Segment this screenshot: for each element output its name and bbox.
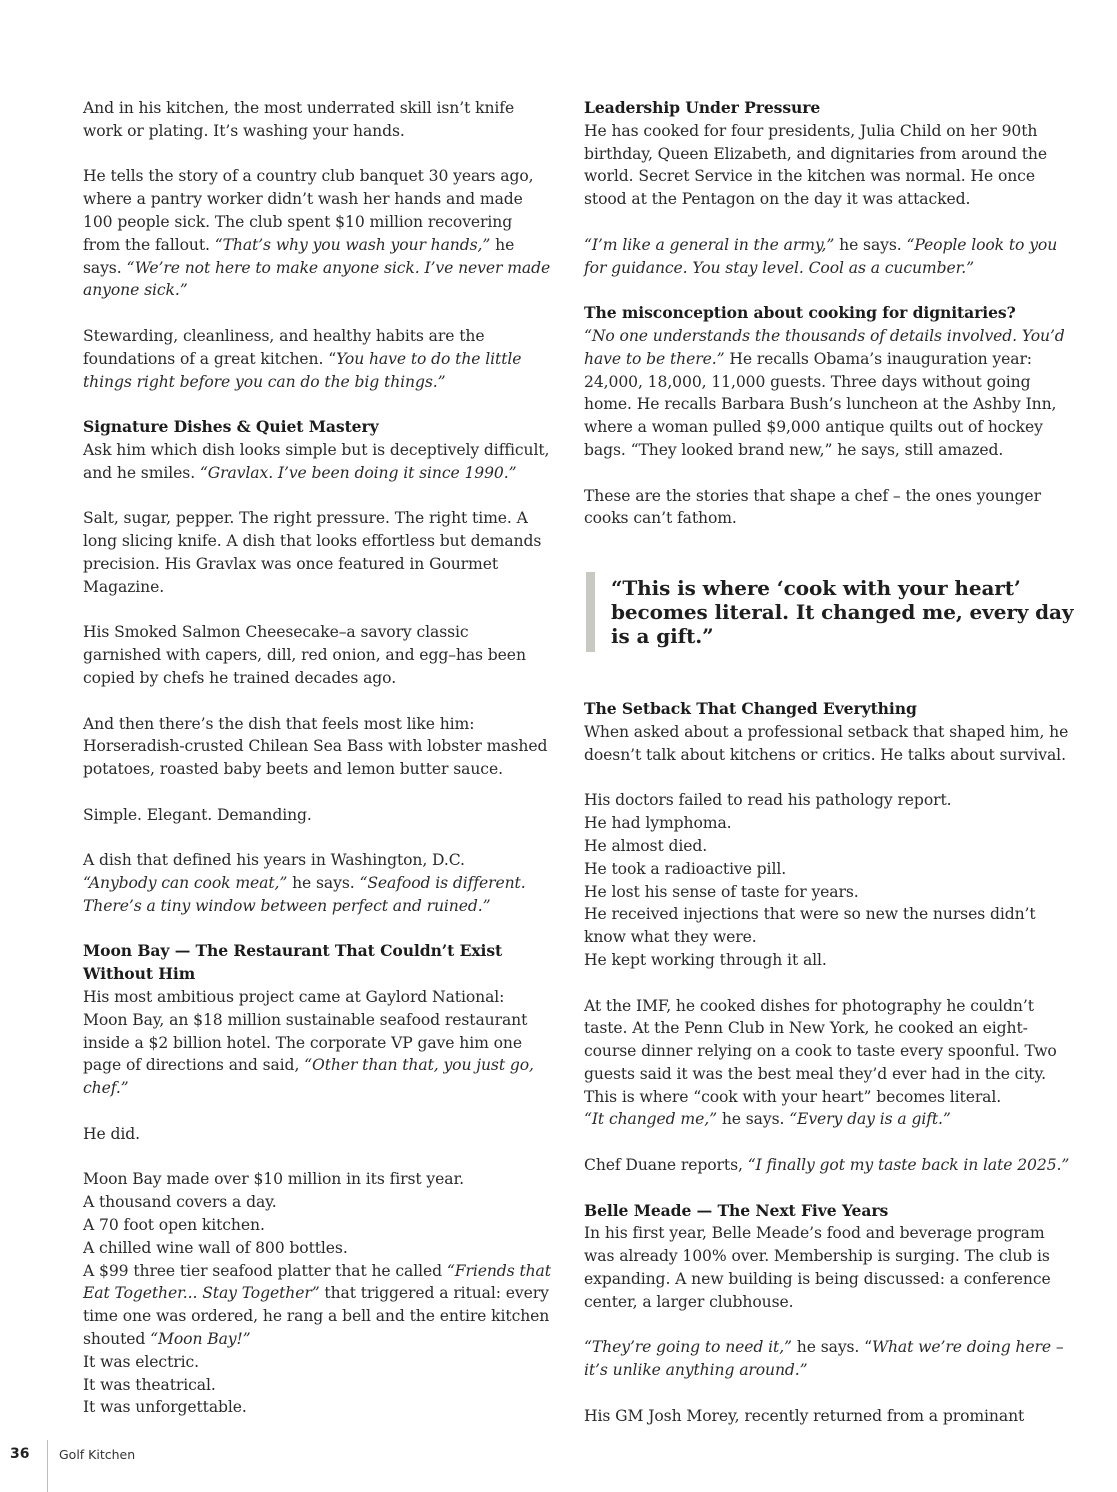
line-moon-bay-revenue: Moon Bay made over $10 million in its first year. — [83, 1170, 464, 1189]
line-radioactive-pill: He took a radioactive pill. — [584, 859, 787, 878]
heading-signature-dishes: Signature Dishes & Quiet Mastery — [83, 417, 379, 437]
line-pathology: His doctors failed to read his pathology report. — [584, 791, 952, 810]
paragraph-general-quote: “I’m like a general in the army,” he says. “People look to you for guidance. You stay level. Cool as a cucumber.” — [584, 235, 1058, 277]
heading-leadership: Leadership Under Pressure — [584, 98, 821, 117]
line-almost-died: He almost died. — [584, 836, 708, 855]
paragraph-survival: When asked about a professional setback that shaped him, he doesn’t talk about kitchens or critics. He talks about survival. — [584, 722, 1069, 764]
paragraph-sea-bass: And then there’s the dish that feels most like him: Horseradish-crusted Chilean Sea Bass with lobster mashed potatoes, roasted baby beets and lemon butter sauce. — [83, 714, 548, 779]
paragraph-stewarding: Stewarding, cleanliness, and healthy habits are the foundations of a great kitchen. “You have to do the little things right before you can do the big things.” — [83, 326, 522, 391]
line-seafood-platter: A $99 three tier seafood platter that he called “Friends that Eat Together... Stay Together” that triggered a ritual: every time one was ordered, he rang a bell and the entire kitchen shouted “Moon Bay!” — [83, 1261, 551, 1349]
heading-misconception: The misconception about cooking for dignitaries? — [584, 303, 1016, 323]
paragraph-salmon-cheesecake: His Smoked Salmon Cheesecake–a savory classic garnished with capers, dill, red onion, and egg–has been copied by chefs he trained decades ago. — [83, 623, 526, 687]
paragraph-gravlax-method: Salt, sugar, pepper. The right pressure. The right time. A long slicing knife. A dish that looks effortless but demands precision. His Gravlax was once featured in Gourmet Magazine. — [83, 509, 542, 596]
publication-name: Golf Kitchen — [59, 1447, 136, 1462]
line-unforgettable: It was unforgettable. — [83, 1398, 247, 1417]
paragraph-simple-elegant: Simple. Elegant. Demanding. — [83, 805, 312, 824]
paragraph-need-it: “They’re going to need it,” he says. “What we’re doing here – it’s unlike anything around.” — [584, 1338, 1064, 1380]
pull-quote: “This is where ‘cook with your heart’ becomes literal. It changed me, every day is a gift.” — [586, 572, 1076, 652]
paragraph-washington-dish: A dish that defined his years in Washington, D.C. “Anybody can cook meat,” he says. “Seafood is different. There’s a tiny window between perfect and ruined.” — [83, 851, 526, 915]
page-number: 36 — [10, 1446, 30, 1462]
line-wine-wall: A chilled wine wall of 800 bottles. — [83, 1238, 348, 1257]
paragraph-stories: These are the stories that shape a chef – the ones younger cooks can’t fathom. — [584, 486, 1041, 528]
line-injections: He received injections that were so new the nurses didn’t know what they were. — [584, 905, 1036, 947]
paragraph-gravlax-question: Ask him which dish looks simple but is deceptively difficult, and he smiles. “Gravlax. I’ve been doing it since 1990.” — [83, 440, 550, 482]
paragraph-details: “No one understands the thousands of details involved. You’d have to be there.” He recalls Obama’s inauguration year: 24,000, 18,000, 11,000 guests. Three days without going home. He recalls Barbara Bush’s luncheon at the Ashby Inn, where a woman pulled $9,000 antique quilts out of hockey bags. “They looked brand new,” he says, still amazed. — [584, 326, 1065, 459]
paragraph-presidents: He has cooked for four presidents, Julia Child on her 90th birthday, Queen Elizabeth, and dignitaries from around the world. Secret Service in the kitchen was normal. He once stood at the Pentagon on the day it was attacked. — [584, 121, 1047, 209]
paragraph-he-did: He did. — [83, 1124, 140, 1143]
paragraph-first-year: In his first year, Belle Meade’s food and beverage program was already 100% over. Membership is surging. The club is expanding. A new building is being discussed: a conference center, a larger clubhouse. — [584, 1224, 1051, 1311]
page-footer — [0, 1440, 300, 1492]
left-column — [83, 97, 551, 1419]
paragraph-banquet-story: He tells the story of a country club banquet 30 years ago, where a pantry worker didn’t wash her hands and made 100 people sick. The club spent $10 million recovering from the fallout. “That’s why you wash your hands,” he says. “We’re not here to make anyone sick. I’ve never made anyone sick.” — [83, 167, 551, 300]
line-lymphoma: He had lymphoma. — [584, 814, 732, 833]
heading-moon-bay: Moon Bay — The Restaurant That Couldn’t Exist Without Him — [83, 941, 503, 984]
line-lost-taste: He lost his sense of taste for years. — [584, 882, 859, 901]
line-theatrical: It was theatrical. — [83, 1375, 216, 1394]
line-covers: A thousand covers a day. — [83, 1193, 277, 1212]
line-electric: It was electric. — [83, 1352, 199, 1371]
heading-belle-meade: Belle Meade — The Next Five Years — [584, 1200, 889, 1220]
paragraph-gm-josh: His GM Josh Morey, recently returned from a prominant — [584, 1406, 1025, 1425]
line-kept-working: He kept working through it all. — [584, 950, 827, 969]
paragraph-handwashing: And in his kitchen, the most underrated skill isn’t knife work or plating. It’s washing your hands. — [83, 99, 515, 140]
footer-divider — [47, 1440, 48, 1492]
paragraph-moon-bay-project: His most ambitious project came at Gaylord National: Moon Bay, an $18 million sustainable seafood restaurant inside a $2 billion hotel. The corporate VP gave him one page of directions and said, “Other than that, you just go, chef.” — [83, 988, 534, 1098]
right-column — [584, 97, 1076, 1428]
heading-setback: The Setback That Changed Everything — [584, 699, 917, 719]
paragraph-imf: At the IMF, he cooked dishes for photography he couldn’t taste. At the Penn Club in New York, he cooked an eight-course dinner relying on a cook to taste every spoonful. Two guests said it was the best meal they’d ever had in the city. This is where “cook with your heart” becomes literal. “It changed me,” he says. “Every day is a gift.” — [584, 996, 1057, 1129]
paragraph-taste-back: Chef Duane reports, “I finally got my taste back in late 2025.” — [584, 1156, 1070, 1175]
line-open-kitchen: A 70 foot open kitchen. — [83, 1216, 265, 1235]
